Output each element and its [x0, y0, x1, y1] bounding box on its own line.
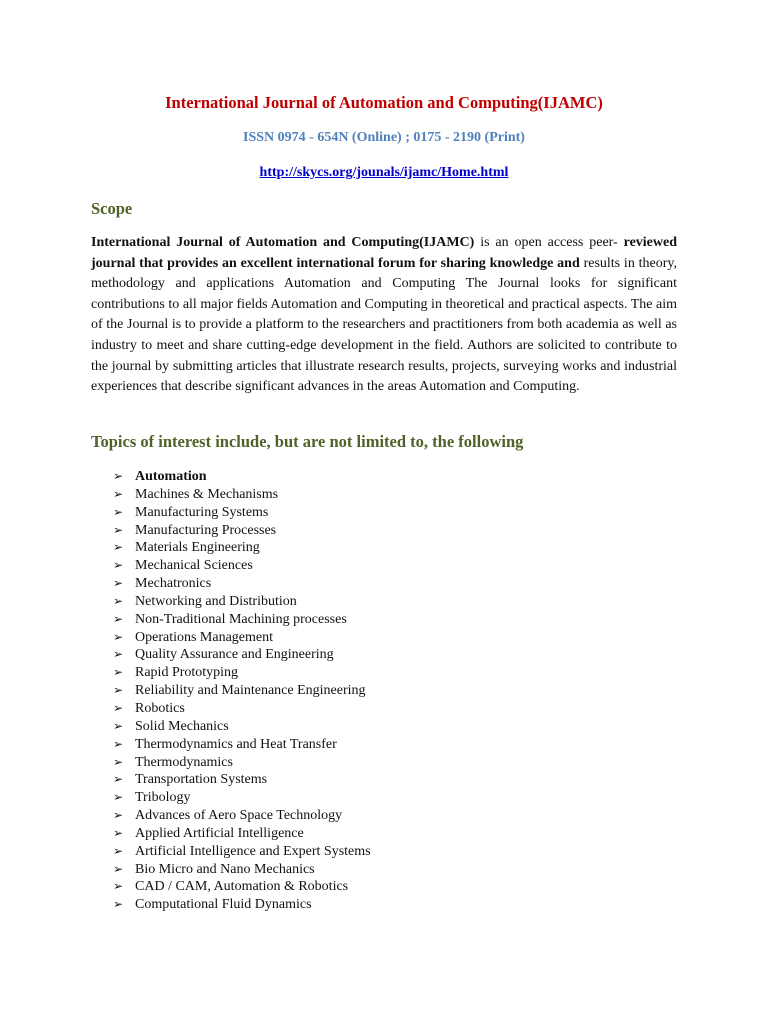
topic-item: [113, 789, 371, 807]
topic-label: Manufacturing Systems: [135, 504, 269, 520]
arrow-bullet-icon: ➢: [113, 629, 124, 644]
arrow-bullet-icon: ➢: [113, 486, 124, 501]
topic-label: Advances of Aero Space Technology: [135, 808, 343, 824]
topic-item: [113, 896, 371, 914]
topic-label: Robotics: [135, 700, 185, 716]
topic-item: [113, 575, 371, 593]
topic-label: Bio Micro and Nano Mechanics: [135, 861, 315, 877]
topic-label: Solid Mechanics: [135, 718, 229, 734]
arrow-bullet-icon: ➢: [113, 558, 124, 573]
issn-line: ISSN 0974 - 654N (Online) ; 0175 - 2190 (Print): [243, 130, 525, 145]
arrow-bullet-icon: ➢: [113, 683, 124, 698]
topic-item: [113, 682, 371, 700]
arrow-bullet-icon: ➢: [113, 700, 124, 715]
scope-text-2: results in theory, methodology and applications Automation and Computing The Journal looks for significant contributions to all major fields Automation and Computing in theoretical and practical aspects. The aim of the Journal is to provide a platform to the researchers and practitioners from both academia as well as industry to meet and share cutting-edge development in the field. Authors are solicited to contribute to the journal by submitting articles that illustrate research results, projects, surveying works and industrial experiences that describe significant advances in the areas Automation and Computing.: [91, 255, 677, 395]
arrow-bullet-icon: ➢: [113, 611, 124, 626]
topic-item: [113, 664, 371, 682]
topic-item: [113, 754, 371, 772]
arrow-bullet-icon: ➢: [113, 772, 124, 787]
arrow-bullet-icon: ➢: [113, 647, 124, 662]
arrow-bullet-icon: ➢: [113, 897, 124, 912]
topic-item: [113, 468, 371, 486]
journal-url-line: [0, 165, 768, 181]
arrow-bullet-icon: ➢: [113, 843, 124, 858]
topic-item: [113, 539, 371, 557]
arrow-bullet-icon: ➢: [113, 540, 124, 555]
arrow-bullet-icon: ➢: [113, 879, 124, 894]
arrow-bullet-icon: ➢: [113, 825, 124, 840]
topic-item: [113, 522, 371, 540]
topic-label: Thermodynamics: [135, 754, 233, 770]
topic-item: [113, 736, 371, 754]
topic-label: Computational Fluid Dynamics: [135, 897, 312, 913]
topics-list: [113, 468, 371, 914]
topic-item: [113, 878, 371, 896]
arrow-bullet-icon: ➢: [113, 736, 124, 751]
topic-item: [113, 718, 371, 736]
scope-paragraph: [91, 233, 677, 398]
topic-item: [113, 557, 371, 575]
arrow-bullet-icon: ➢: [113, 522, 124, 537]
topic-label: Machines & Mechanisms: [135, 486, 279, 502]
arrow-bullet-icon: ➢: [113, 808, 124, 823]
topic-label: Automation: [135, 469, 207, 484]
arrow-bullet-icon: ➢: [113, 861, 124, 876]
arrow-bullet-icon: ➢: [113, 469, 124, 483]
topic-label: Mechatronics: [135, 576, 212, 592]
journal-url-link[interactable]: http://skycs.org/jounals/ijamc/Home.html: [259, 165, 509, 180]
topic-label: Tribology: [135, 790, 191, 806]
arrow-bullet-icon: ➢: [113, 576, 124, 591]
topic-label: Rapid Prototyping: [135, 665, 239, 681]
topic-item: [113, 771, 371, 789]
topic-item: [113, 629, 371, 647]
scope-bold-text: reviewed journal that provides an excellent international forum for sharing knowledge and: [91, 235, 677, 271]
topic-label: Applied Artificial Intelligence: [135, 825, 304, 841]
topic-item: [113, 807, 371, 825]
topic-item: [113, 611, 371, 629]
scope-journal-name: International Journal of Automation and Computing(IJAMC): [91, 235, 475, 250]
journal-title: International Journal of Automation and Computing(IJAMC): [165, 93, 603, 112]
topic-item: [113, 646, 371, 664]
arrow-bullet-icon: ➢: [113, 593, 124, 608]
topic-item: [113, 700, 371, 718]
topic-label: Quality Assurance and Engineering: [135, 647, 334, 663]
arrow-bullet-icon: ➢: [113, 665, 124, 680]
topic-label: Manufacturing Processes: [135, 522, 277, 538]
arrow-bullet-icon: ➢: [113, 754, 124, 769]
arrow-bullet-icon: ➢: [113, 718, 124, 733]
topic-label: Thermodynamics and Heat Transfer: [135, 736, 337, 752]
topic-item: [113, 504, 371, 522]
topic-item: [113, 861, 371, 879]
topic-item: [113, 825, 371, 843]
topic-item: [113, 593, 371, 611]
topics-heading: Topics of interest include, but are not limited to, the following: [91, 432, 524, 451]
topic-label: Operations Management: [135, 629, 274, 645]
scope-heading: Scope: [91, 199, 133, 218]
topic-item: [113, 843, 371, 861]
topic-label: Reliability and Maintenance Engineering: [135, 683, 366, 699]
topic-label: Networking and Distribution: [135, 593, 297, 609]
arrow-bullet-icon: ➢: [113, 504, 124, 519]
scope-text-1: is an open access peer-: [474, 235, 618, 250]
arrow-bullet-icon: ➢: [113, 790, 124, 805]
topic-label: Transportation Systems: [135, 772, 268, 788]
topic-label: Materials Engineering: [135, 540, 260, 556]
topic-label: CAD / CAM, Automation & Robotics: [135, 879, 349, 895]
topic-label: Mechanical Sciences: [135, 558, 253, 574]
topic-label: Non-Traditional Machining processes: [135, 611, 347, 627]
topic-item: [113, 486, 371, 504]
topic-label: Artificial Intelligence and Expert Systems: [135, 843, 371, 859]
